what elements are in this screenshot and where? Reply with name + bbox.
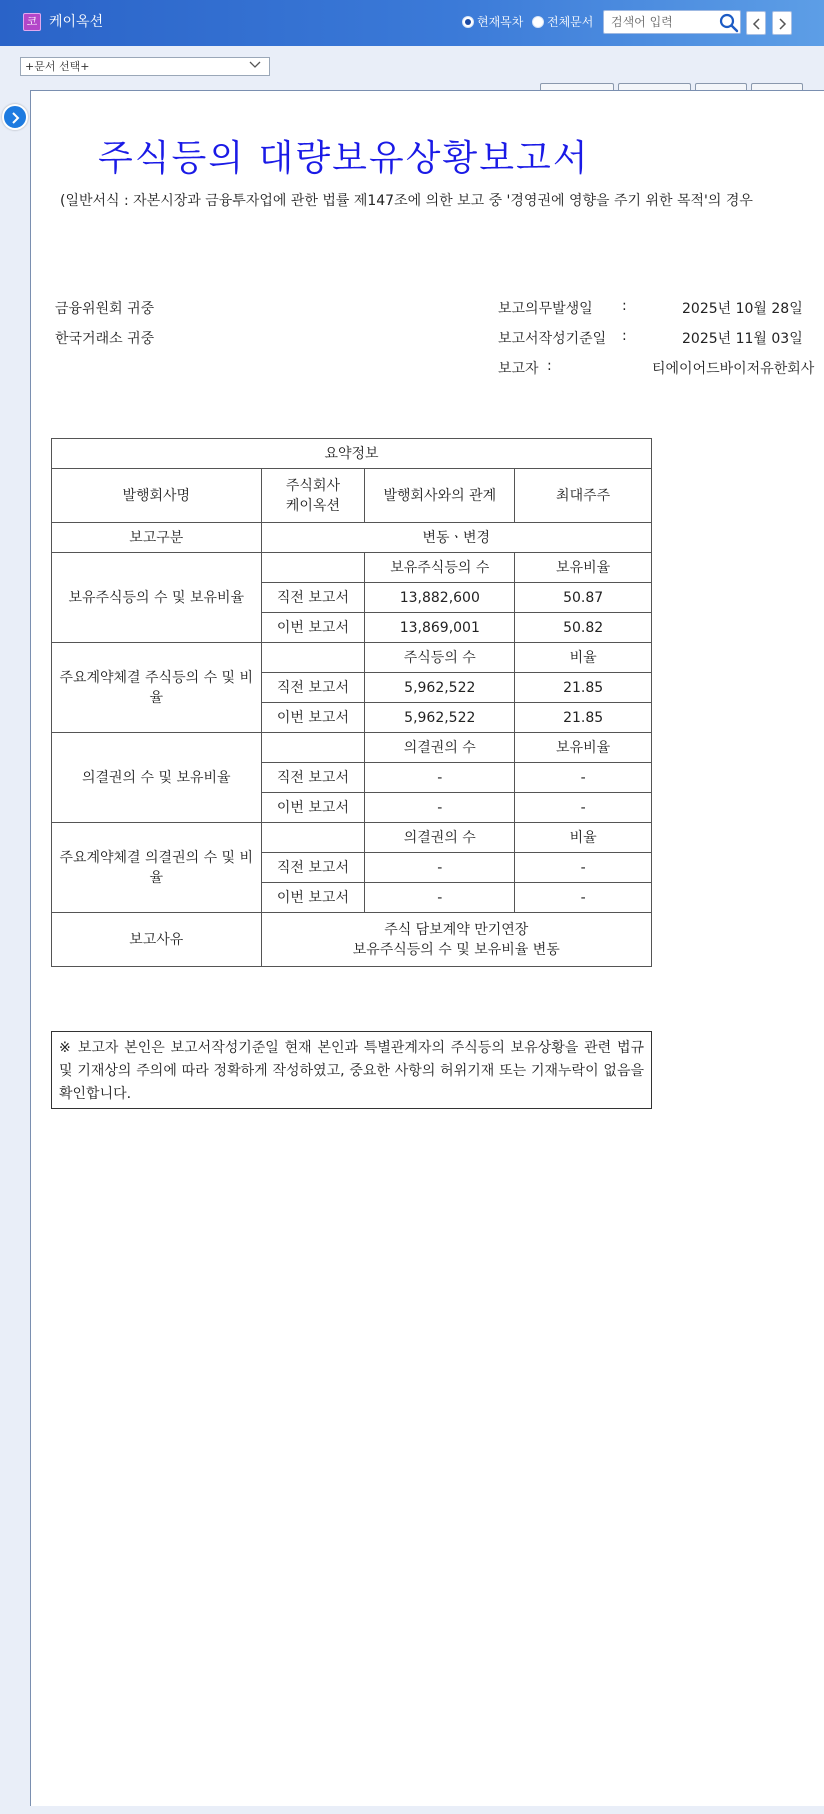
voting-col2: 보유비율 [515,733,652,763]
empty-cell [261,823,365,853]
contract-voting-prev-count: - [365,853,515,883]
voting-prev-count: - [365,763,515,793]
meta-sep: : [622,328,627,344]
contract-voting-col2: 비율 [515,823,652,853]
sidebar-toggle-button[interactable] [2,104,28,130]
table-row [52,553,652,583]
holdings-prev-shares: 13,882,600 [365,583,515,613]
reason-label: 보고사유 [52,913,262,967]
radio-all-documents-indicator[interactable] [532,16,544,28]
reason-value [261,913,651,967]
search-input[interactable] [604,11,714,33]
search-box [603,10,741,34]
addressee-fsc: 금융위원회 귀중 [55,301,155,317]
table-row [52,913,652,967]
holdings-col2: 보유비율 [515,553,652,583]
voting-curr-ratio: - [515,793,652,823]
document-subtitle: (일반서식 : 자본시장과 금융투자업에 관한 법률 제147조에 의한 보고 중 '경영권에 영향을 주기 위한 목적'의 경우 [60,193,753,209]
table-row [52,823,652,853]
search-icon[interactable] [719,13,739,33]
relation-label: 발행회사와의 관계 [365,469,515,523]
radio-current-toc-indicator[interactable] [462,16,474,28]
radio-current-toc-label[interactable]: 현재목차 [477,15,524,29]
this-report-label: 이번 보고서 [261,613,365,643]
contract-shares-prev-ratio: 21.85 [515,673,652,703]
holdings-curr-ratio: 50.82 [515,613,652,643]
reason-line-2: 보유주식등의 수 및 보유비율 변동 [352,941,560,958]
prev-report-label: 직전 보고서 [261,853,365,883]
issuer-label: 발행회사명 [52,469,262,523]
table-row [52,643,652,673]
confirmation-notice: ※ 보고자 본인은 보고서작성기준일 현재 본인과 특별관계자의 주식등의 보유상황을 관련 법규 및 기재상의 주의에 따라 정확하게 작성하였고, 중요한 사항의 허위기재 또는 기재누락이 없음을 확인합니다. [51,1031,652,1109]
meta-label-reporter: 보고자 [498,361,539,377]
document-title: 주식등의 대량보유상황보고서 [98,138,590,179]
this-report-label: 이번 보고서 [261,793,365,823]
meta-value-obligation-date: 2025년 10월 28일 [682,301,803,317]
meta-value-base-date: 2025년 11월 03일 [682,331,803,347]
contract-shares-prev-count: 5,962,522 [365,673,515,703]
empty-cell [261,733,365,763]
prev-report-label: 직전 보고서 [261,583,365,613]
table-row [52,469,652,523]
voting-prev-ratio: - [515,763,652,793]
radio-all-documents[interactable] [532,13,593,30]
prev-report-label: 직전 보고서 [261,763,365,793]
issuer-value: 주식회사 케이옥션 [261,469,365,523]
relation-value: 최대주주 [515,469,652,523]
report-type-label: 보고구분 [52,523,262,553]
table-row [52,439,652,469]
document-select-value[interactable]: +문서 선택+ [25,60,90,73]
contract-shares-col1: 주식등의 수 [365,643,515,673]
contract-voting-prev-ratio: - [515,853,652,883]
report-type-value: 변동ㆍ변경 [261,523,651,553]
radio-current-toc[interactable] [462,13,523,30]
chevron-right-icon [778,18,787,30]
meta-label-obligation-date: 보고의무발생일 [498,301,593,317]
top-header [0,0,824,46]
meta-sep: : [547,358,552,374]
company-logo-icon: 코 [23,13,41,31]
contract-shares-label: 주요계약체결 주식등의 수 및 비율 [52,643,262,733]
holdings-col1: 보유주식등의 수 [365,553,515,583]
next-result-button[interactable] [772,11,792,35]
this-report-label: 이번 보고서 [261,883,365,913]
meta-label-base-date: 보고서작성기준일 [498,331,607,347]
chevron-left-icon [752,18,761,30]
chevron-down-icon [249,61,261,69]
voting-curr-count: - [365,793,515,823]
empty-cell [261,553,365,583]
table-row [52,523,652,553]
contract-voting-col1: 의결권의 수 [365,823,515,853]
company-name: 케이옥션 [49,14,104,30]
meta-value-reporter: 티에이어드바이저유한회사 [652,361,815,377]
contract-shares-curr-count: 5,962,522 [365,703,515,733]
contract-shares-col2: 비율 [515,643,652,673]
reason-line-1: 주식 담보계약 만기연장 [384,921,529,938]
document-select[interactable] [20,57,270,76]
voting-col1: 의결권의 수 [365,733,515,763]
summary-table [51,438,652,967]
meta-sep: : [622,298,627,314]
summary-caption: 요약정보 [52,439,652,469]
prev-report-label: 직전 보고서 [261,673,365,703]
addressee-krx: 한국거래소 귀중 [55,331,155,347]
chevron-right-icon [10,111,22,125]
radio-all-documents-label[interactable]: 전체문서 [547,15,594,29]
voting-label: 의결권의 수 및 보유비율 [52,733,262,823]
contract-voting-curr-count: - [365,883,515,913]
holdings-label: 보유주식등의 수 및 보유비율 [52,553,262,643]
this-report-label: 이번 보고서 [261,703,365,733]
holdings-curr-shares: 13,869,001 [365,613,515,643]
holdings-prev-ratio: 50.87 [515,583,652,613]
contract-shares-curr-ratio: 21.85 [515,703,652,733]
prev-result-button[interactable] [746,11,766,35]
contract-voting-label: 주요계약체결 의결권의 수 및 비율 [52,823,262,913]
contract-voting-curr-ratio: - [515,883,652,913]
empty-cell [261,643,365,673]
table-row [52,733,652,763]
